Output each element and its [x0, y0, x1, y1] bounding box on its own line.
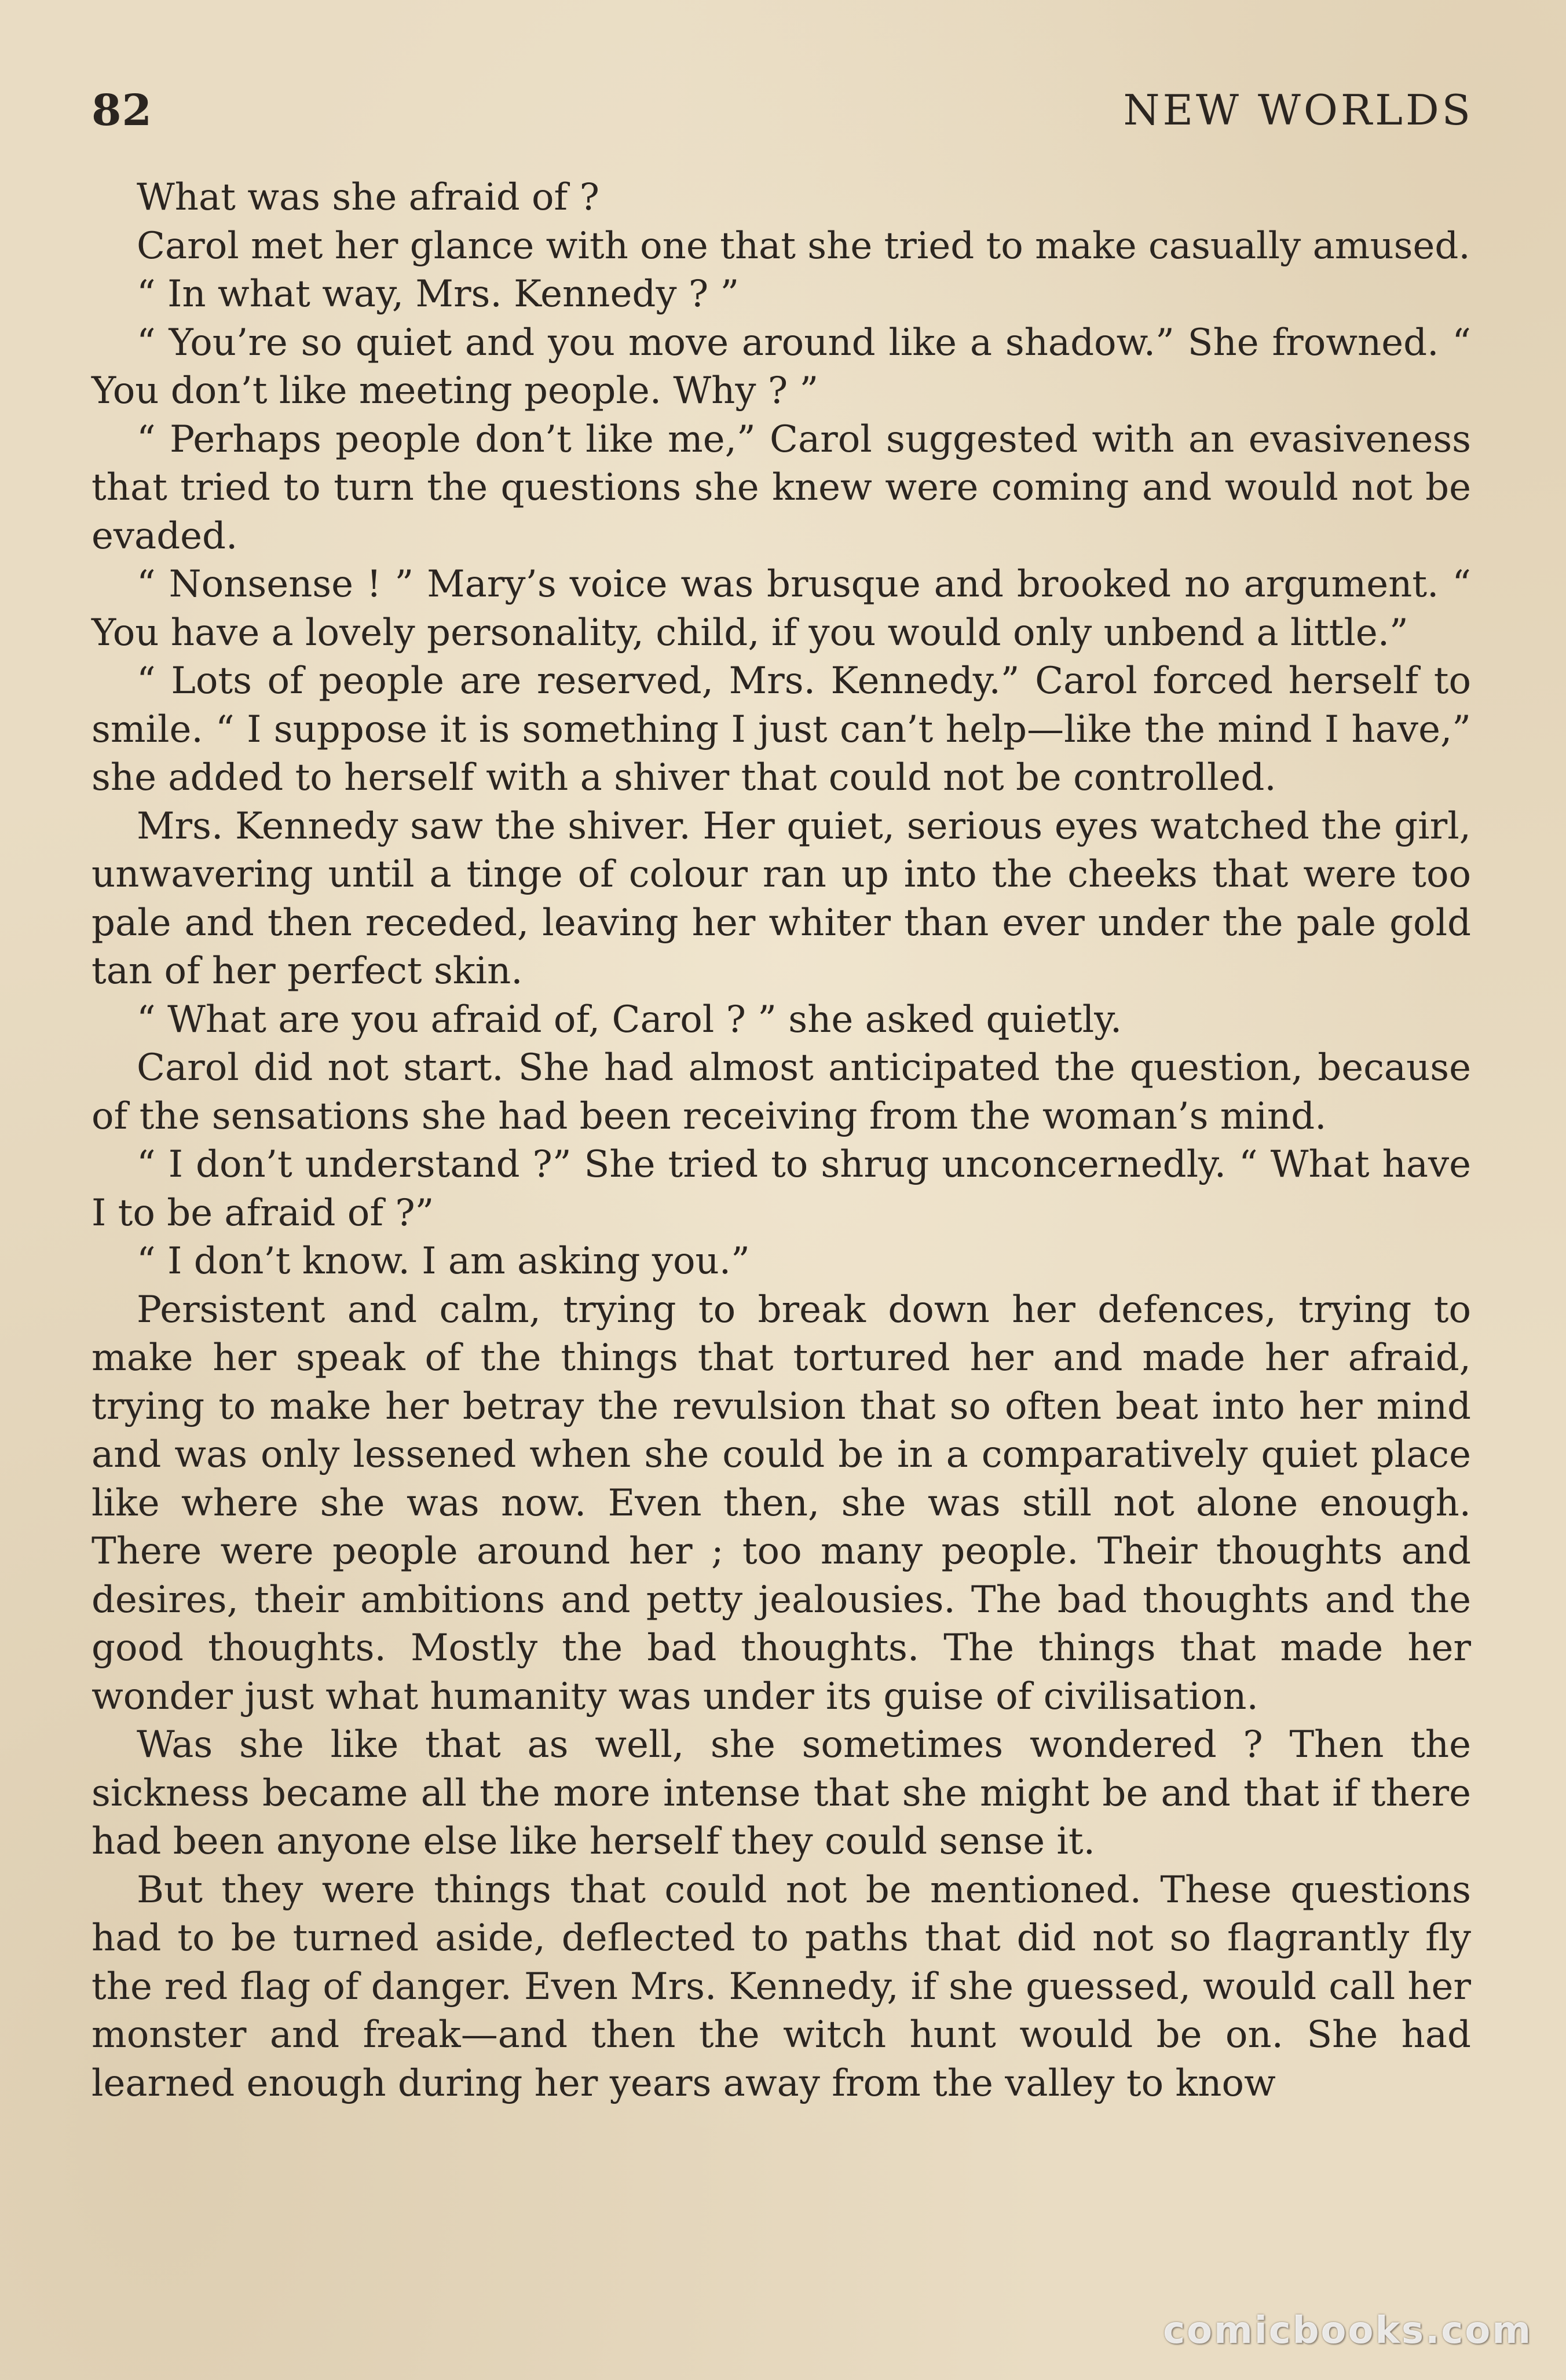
paragraph: But they were things that could not be mentioned. These questions had to be turned aside, deflected to paths that did not so flagrantly fly the red flag of danger. Even Mrs. Kennedy, if she guessed, would call her monster and freak—and then the witch hunt would be on. She had learned enough during her years away from the valley to know — [92, 1868, 1471, 2105]
paragraph: “ I don’t understand ?” She tried to shrug unconcernedly. “ What have I to be afraid of ?” — [92, 1143, 1471, 1235]
paragraph: “ Perhaps people don’t like me,” Carol suggested with an evasiveness that tried to turn the questions she knew were coming and would not be evaded. — [92, 418, 1471, 558]
paragraph: “ What are you afraid of, Carol ? ” she asked quietly. — [137, 998, 1122, 1041]
paragraph: Persistent and calm, trying to break down her defences, trying to make her speak of the things that tortured her and made her afraid, trying to make her betray the revulsion that so often beat into her mind and was only lessened when she could be in a comparatively quiet place like where she was now. Even then, she was still not alone enough. There were people around her ; too many people. Their thoughts and desires, their ambitions and petty jealousies. The bad thoughts and the good thoughts. Mostly the bad thoughts. The things that made her wonder just what humanity was under its guise of civilisation. — [92, 1288, 1471, 1718]
paragraph: Mrs. Kennedy saw the shiver. Her quiet, serious eyes watched the girl, unwavering until a tinge of colour ran up into the cheeks that were too pale and then receded, leaving her whiter than ever under the pale gold tan of her perfect skin. — [92, 804, 1471, 993]
paragraph: “ You’re so quiet and you move around like a shadow.” She frowned. “ You don’t like meeting people. Why ? ” — [92, 321, 1471, 412]
paragraph: What was she afraid of ? — [137, 176, 599, 219]
paragraph: Carol met her glance with one that she tried to make casually amused. — [137, 224, 1470, 268]
paragraph: “ I don’t know. I am asking you.” — [137, 1240, 750, 1283]
paragraph: “ Nonsense ! ” Mary’s voice was brusque and brooked no argument. “ You have a lovely personality, child, if you would only unbend a little.” — [92, 563, 1471, 654]
page-number: 82 — [92, 86, 152, 136]
running-head: NEW WORLDS — [1123, 86, 1473, 134]
paragraph: “ In what way, Mrs. Kennedy ? ” — [137, 273, 740, 316]
paragraph: Carol did not start. She had almost anticipated the question, because of the sensations she had been receiving from the woman’s mind. — [92, 1046, 1471, 1138]
page-header — [92, 86, 1473, 149]
watermark: comicbooks.com — [1163, 2309, 1532, 2352]
paragraph: “ Lots of people are reserved, Mrs. Kennedy.” Carol forced herself to smile. “ I suppose it is something I just can’t help—like the mind I have,” she added to herself with a shiver that could not be controlled. — [92, 660, 1471, 799]
body-text — [92, 174, 1471, 2108]
paragraph: Was she like that as well, she sometimes wondered ? Then the sickness became all the more intense that she might be and that if there had been anyone else like herself they could sense it. — [92, 1723, 1471, 1863]
